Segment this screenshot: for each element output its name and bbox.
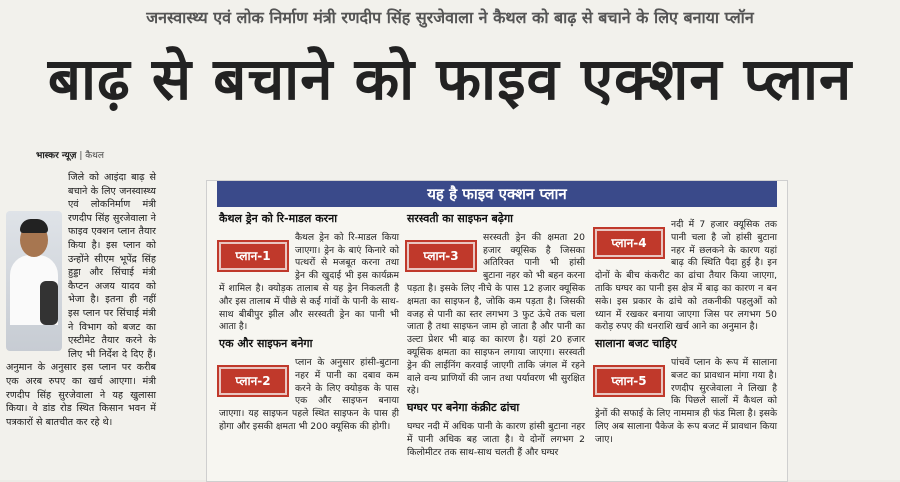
lead-story-body: जिले को आइंदा बाढ़ से बचाने के लिए जनस्वास्थ्य एवं लोकनिर्माण मंत्री रणदीप सिंह सुरजेवाला ने फाइव एक्शन प्लान तैयार किया है। इस प्लान को उन्होंने सीएम भूपेंद्र सिंह हुड्डा और सिंचाई मंत्री कैप्टन अजय यादव को भेजा है। इतना ही नहीं इस प्लान पर सिंचाई मंत्री ने विभाग को बजट का एस्टीमेट तैयार करने के लिए भी निर्देश दे दिए हैं। अनुमान के अनुसार इस प्लान पर करीब एक अरब रुपए का खर्च आएगा। मंत्री रणदीप सिंह सुरजेवाला ने यह खुलासा किया। वे डांड रोड स्थित किसान भवन में पत्रकारों से बातचीत कर रहे थे। xyxy=(6,172,156,428)
section-heading: सालाना बजट चाहिए xyxy=(595,337,677,351)
photo-hair xyxy=(20,219,48,233)
section-text: पांचवें प्लान के रूप में सालाना बजट का प्रावधान मांगा गया है। रणदीप सुरजेवाला ने लिखा है कि पिछले सालों में कैथल को ड्रेनों की सफाई के लिए नाममात्र ही फंड मिला है। इसके लिए अब सालाना पैकेज के रूप बजट में प्रावधान किया जाए। xyxy=(595,356,777,445)
plan-column-2 xyxy=(407,211,585,463)
section-heading: कैथल ड्रेन को रि-माडल करना xyxy=(219,212,338,225)
lead-story-column xyxy=(6,148,156,478)
plan-column-3 xyxy=(595,219,777,451)
plan-badge: प्लान-4 xyxy=(595,229,663,257)
byline-source: भास्कर न्यूज़ xyxy=(36,151,77,161)
kicker-headline: जनस्वास्थ्य एवं लोक निर्माण मंत्री रणदीप सिंह सुरजेवाला ने कैथल को बाढ़ से बचाने के लिए बनाया प्लॉन xyxy=(146,8,754,27)
section-text: घग्घर नदी में अधिक पानी के कारण हांसी बुटाना नहर में पानी अधिक बह जाता है। ये दोनों लगभग 2 किलोमीटर तक साथ-साथ चलती हैं और घग्घर xyxy=(407,420,585,458)
section-text: नदी में 7 हजार क्यूसिक तक पानी चला है जो हांसी बुटाना नहर में छलकने के कारण यहां बाढ़ की स्थिति पैदा हुई है। इन दोनों के बीच कंकरीट का ढांचा तैयार किया जाएगा, ताकि घग्घर का पानी इस क्षेत्र में बाढ़ का कारण न बन सके। इस प्रकार के ढांचे को तकनीकी पहलुओं को ध्यान में रखकर बनाया जाएगा जिस पर लगभग 50 करोड़ रुपए की धनराशि खर्च आने का अनुमान है। xyxy=(595,219,777,333)
section-text: कैथल ड्रेन को रि-माडल किया जाएगा। ड्रेन के बाएं किनारे को पत्थरों से मजबूत करना तथा ड्रेन की खुदाई भी इस कार्यक्रम में शामिल है। क्योड़क तालाब से यह ड्रेन निकलती है और इस तालाब में पीछे से कई गांवों के पानी के साथ-साथ बीबीपुर झील और सरस्वती ड्रेन का पानी भी आता है। xyxy=(219,231,399,333)
plan-column-1 xyxy=(219,211,399,438)
lead-story-text xyxy=(6,171,156,429)
plan-badge: प्लान-5 xyxy=(595,367,663,395)
action-plan-banner: यह है फाइव एक्शन प्लान xyxy=(217,181,777,207)
plan-badge: प्लान-2 xyxy=(219,367,287,395)
section-heading: एक और साइफन बनेगा xyxy=(219,337,313,351)
byline: भास्कर न्यूज़ | कैथल xyxy=(36,151,104,161)
microphone-icon xyxy=(40,281,58,325)
section-heading: घग्घर पर बनेगा कंक्रीट ढांचा xyxy=(407,401,520,415)
plan-badge: प्लान-1 xyxy=(219,242,287,270)
action-plan-box xyxy=(206,180,788,482)
plan-badge: प्लान-3 xyxy=(407,242,475,270)
minister-photo xyxy=(6,211,62,351)
main-headline: बाढ़ से बचाने को फाइव एक्शन प्लान xyxy=(47,45,853,113)
section-text: प्लान के अनुसार हांसी-बुटाना नहर में पानी का दबाव कम करने के लिए क्योड़क के पास एक और साइफन बनाया जाएगा। यह साइफन पहले स्थित साइफन के पास ही होगा और इसकी क्षमता भी 200 क्यूसिक की होगी। xyxy=(219,356,399,432)
section-heading: सरस्वती का साइफन बढ़ेगा xyxy=(407,212,514,225)
section-text: सरस्वती ड्रेन की क्षमता 20 हजार क्यूसिक है जिसका अतिरिक्त पानी भी हांसी बुटाना नहर को भी बहन करना पड़ता है। इसके लिए नीचे के पास 12 हजार क्यूसिक क्षमता का साइफन है, जोकि कम पड़ता है। जिसकी वजह से पानी का स्तर लगभग 3 फुट ऊंचे तक चला जाता है तथा साइफन जाम हो जाता है और पानी का उल्टा प्रेशर भी बाढ़ का कारण है। यहां 20 हजार क्यूसिक क्षमता का साइफन लगाया जाएगा। सरस्वती ड्रेन की लाईनिंग करवाई जाएगी ताकि जंगल में रहने वाले वन्य प्राणियों की जान तथा पर्यावरण भी सुरक्षित रहे। xyxy=(407,231,585,397)
byline-place: कैथल xyxy=(85,151,104,161)
